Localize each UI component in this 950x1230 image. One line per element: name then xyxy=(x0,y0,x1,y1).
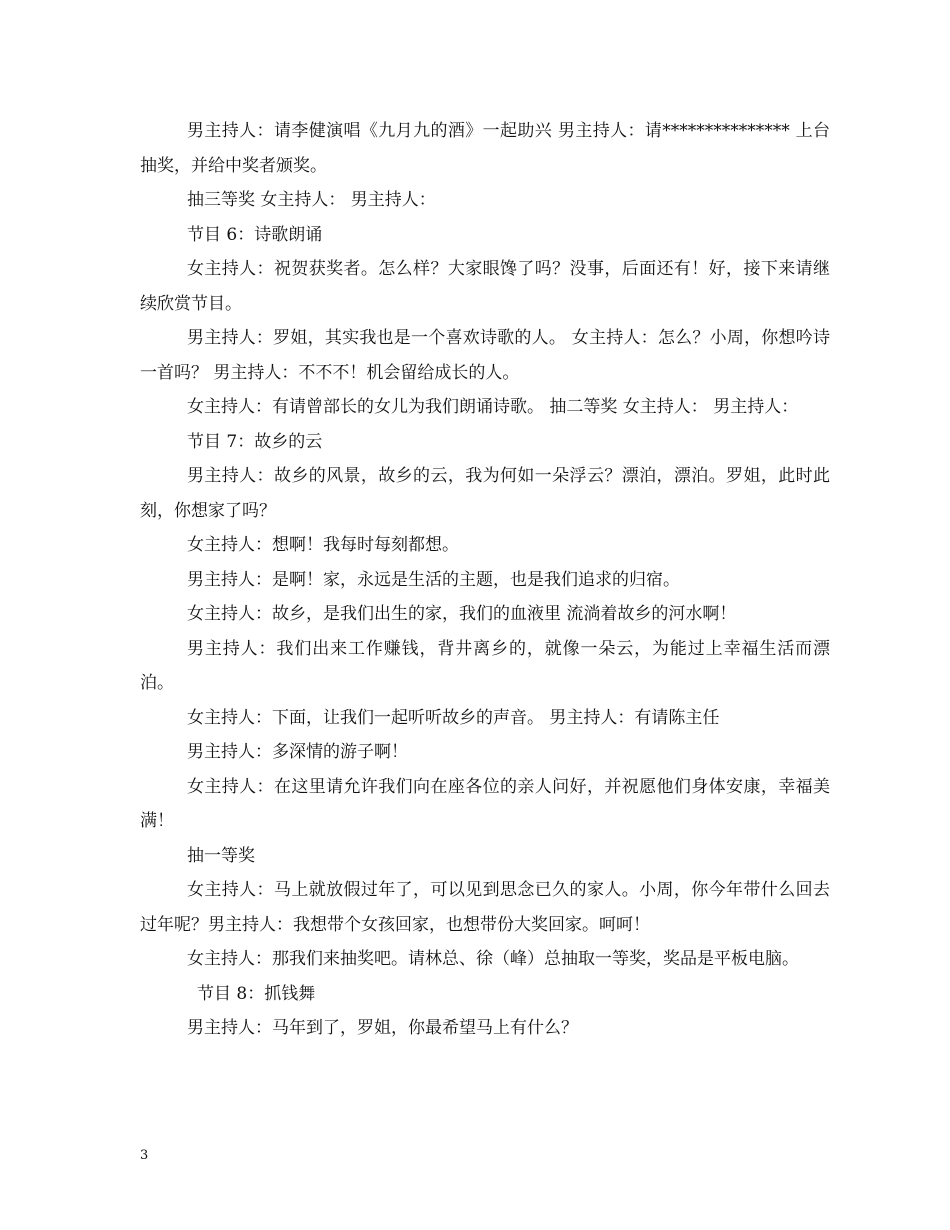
paragraph: 女主持人：有请曾部长的女儿为我们朗诵诗歌。 抽二等奖 女主持人： 男主持人： xyxy=(187,397,799,417)
paragraph: 男主持人：多深情的游子啊！ xyxy=(187,742,408,762)
paragraph: 男主持人：请李健演唱《九月九的酒》一起助兴 男主持人：请*************** 上台抽奖，并给中奖者颁奖。 xyxy=(140,121,830,176)
paragraph: 男主持人：是啊！家，永远是生活的主题，也是我们追求的归宿。 xyxy=(187,569,680,590)
paragraph: 女主持人：那我们来抽奖吧。请林总、徐（峰）总抽取一等奖，奖品是平板电脑。 xyxy=(187,949,799,969)
paragraph: 男主持人：我们出来工作赚钱，背井离乡的，就像一朵云，为能过上幸福生活而漂泊。 xyxy=(140,638,830,693)
paragraph: 男主持人：马年到了，罗姐，你最希望马上有什么？ xyxy=(187,1018,578,1038)
section-heading: 节目 6：诗歌朗诵 xyxy=(187,224,323,245)
section-heading: 节目 7：故乡的云 xyxy=(187,431,323,452)
paragraph: 女主持人：想啊！我每时每刻都想。 xyxy=(187,535,459,555)
paragraph: 男主持人：罗姐，其实我也是一个喜欢诗歌的人。 女主持人：怎么？小周，你想吟诗一首吗？ 男主持人：不不不！机会留给成长的人。 xyxy=(140,328,830,383)
paragraph: 男主持人：故乡的风景，故乡的云，我为何如一朵浮云？漂泊，漂泊。罗姐，此时此刻，你想家了吗？ xyxy=(140,466,830,521)
paragraph: 女主持人：祝贺获奖者。怎么样？大家眼馋了吗？没事，后面还有！好，接下来请继续欣赏节目。 xyxy=(140,259,830,314)
paragraph: 女主持人：下面，让我们一起听听故乡的声音。 男主持人：有请陈主任 xyxy=(187,707,720,728)
paragraph: 女主持人：故乡，是我们出生的家，我们的血液里 流淌着故乡的河水啊！ xyxy=(187,604,737,624)
paragraph: 抽三等奖 女主持人： 男主持人： xyxy=(187,190,436,210)
document-body xyxy=(140,114,830,1046)
paragraph: 女主持人：马上就放假过年了，可以见到思念已久的家人。小周，你今年带什么回去过年呢？男主持人：我想带个女孩回家，也想带份大奖回家。呵呵！ xyxy=(140,880,830,935)
paragraph: 女主持人：在这里请允许我们向在座各位的亲人问好，并祝愿他们身体安康，幸福美满！ xyxy=(140,776,830,831)
section-heading: 节目 8：抓钱舞 xyxy=(197,983,316,1004)
section-heading: 抽一等奖 xyxy=(187,845,255,866)
page-number: 3 xyxy=(140,1148,149,1163)
